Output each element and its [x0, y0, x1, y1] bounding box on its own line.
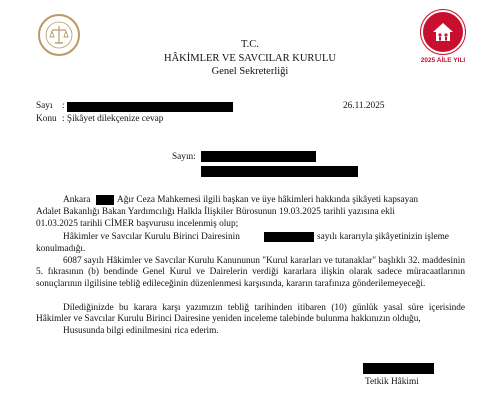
- redaction-sayi: [67, 102, 233, 112]
- p2-part2: sayılı kararıyla şikâyetinizin işleme: [317, 232, 449, 242]
- p1-line3: 01.03.2025 tarihli CİMER başvurusu incelenmiş olup;: [36, 219, 239, 229]
- redaction-recipient-name: [201, 151, 316, 162]
- p5-closing: Hususunda bilgi edinilmesini rica ederim.: [63, 326, 219, 336]
- p1-line2: Adalet Bakanlığı Bakan Yardımcılığı Halkla İlişkiler Bürosunun 19.03.2025 tarihli yazısına ekli: [36, 207, 395, 217]
- sayin-label: Sayın:: [172, 152, 196, 162]
- p3-paragraph: 6087 sayılı Hâkimler ve Savcılar Kurulu Kanununun "Kurul kararları ve tutanaklar" başlıklı 32. maddesinin 5. fıkrasının (b) bendinde Genel Kurul ve Dairelerin verdiği kararlara ilişkin olarak sadece müracaatlarının sonuçlarının ilgilisine tebliğ edileceğinin düzenlenmesi karşısında, kararın tarafınıza gönderilemeyeceği.: [36, 256, 465, 289]
- sayi-label: Sayı: [36, 101, 53, 111]
- p1-line1: Ağır Ceza Mahkemesi ilgili başkan ve üye hâkimleri hakkında şikâyeti kapsayan: [117, 195, 419, 205]
- p2-line2: konulmadığı.: [36, 244, 86, 254]
- konu-label: Konu: [36, 114, 57, 124]
- redaction-decision-number: [264, 232, 314, 242]
- sayi-colon: :: [62, 101, 65, 111]
- konu-value: : Şikâyet dilekçenize cevap: [62, 114, 164, 124]
- document-date: 26.11.2025: [343, 101, 385, 111]
- p4-paragraph: Dilediğinizde bu karara karşı yazımızın tebliğ tarihinden itibaren (10) günlük yasal süre içerisinde Hâkimler ve Savcılar Kurulu Birinci Dairesine yeniden inceleme talebinde bulunma hakkınızın olduğu,: [36, 303, 465, 325]
- signatory-title: Tetkik Hâkimi: [365, 377, 419, 387]
- family-year-caption: 2025 AİLE YILI: [420, 57, 466, 64]
- p2-part1: Hâkimler ve Savcılar Kurulu Birinci Dairesinin: [63, 232, 240, 242]
- header-institution: HÂKİMLER VE SAVCILAR KURULU: [164, 53, 336, 64]
- header-tc: T.C.: [241, 39, 259, 50]
- p1-ankara: Ankara: [63, 195, 91, 205]
- redaction-signatory-name: [363, 363, 434, 374]
- header-department: Genel Sekreterliği: [211, 66, 289, 77]
- redaction-court-number: [96, 195, 114, 205]
- redaction-recipient-address: [201, 166, 358, 177]
